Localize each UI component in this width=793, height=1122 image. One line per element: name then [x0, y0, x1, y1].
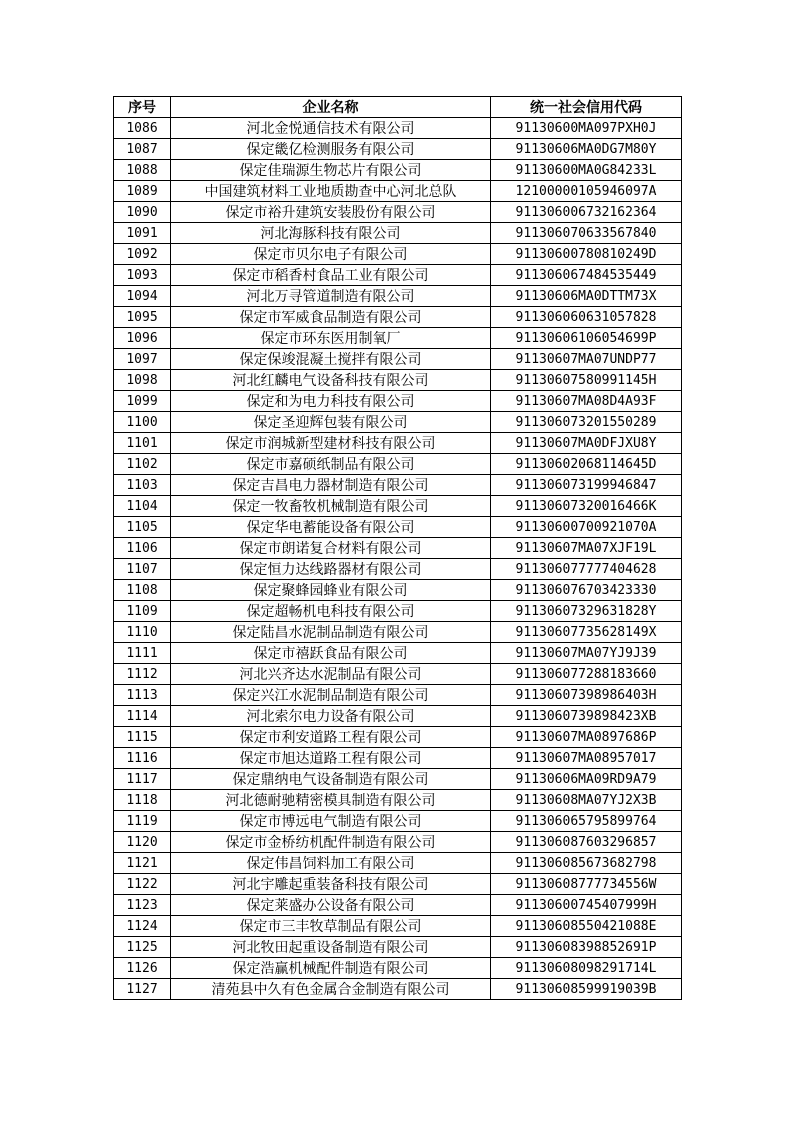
credit-code-cell: 91130608098291714L [491, 958, 682, 979]
table-row [114, 832, 682, 853]
serial-number-cell: 1114 [114, 706, 171, 727]
serial-number-cell: 1086 [114, 118, 171, 139]
header-row [114, 97, 682, 118]
table-row [114, 874, 682, 895]
serial-number-cell: 1098 [114, 370, 171, 391]
serial-number-cell: 1120 [114, 832, 171, 853]
credit-code-cell: 91130607MA07XJF19L [491, 538, 682, 559]
serial-number-cell: 1107 [114, 559, 171, 580]
credit-code-cell: 911306006732162364 [491, 202, 682, 223]
serial-number-cell: 1123 [114, 895, 171, 916]
credit-code-cell: 911306087603296857 [491, 832, 682, 853]
table-row [114, 412, 682, 433]
company-name-cell: 保定市环东医用制氧厂 [171, 328, 491, 349]
table-row [114, 307, 682, 328]
credit-code-cell: 91130600745407999H [491, 895, 682, 916]
company-name-cell: 河北红麟电气设备科技有限公司 [171, 370, 491, 391]
serial-number-cell: 1108 [114, 580, 171, 601]
company-name-cell: 保定恒力达线路器材有限公司 [171, 559, 491, 580]
serial-number-cell: 1093 [114, 265, 171, 286]
serial-number-cell: 1113 [114, 685, 171, 706]
table-row [114, 580, 682, 601]
company-name-cell: 保定市利安道路工程有限公司 [171, 727, 491, 748]
credit-code-cell: 91130608599919039B [491, 979, 682, 1000]
company-name-cell: 河北万寻管道制造有限公司 [171, 286, 491, 307]
credit-code-cell: 9113060739898423XB [491, 706, 682, 727]
document-page [113, 96, 682, 1000]
company-name-cell: 保定浩赢机械配件制造有限公司 [171, 958, 491, 979]
table-row [114, 727, 682, 748]
company-name-cell: 河北兴齐达水泥制品有限公司 [171, 664, 491, 685]
table-row [114, 790, 682, 811]
serial-number-cell: 1111 [114, 643, 171, 664]
table-row [114, 181, 682, 202]
credit-code-cell: 91130600MA0G84233L [491, 160, 682, 181]
serial-number-cell: 1117 [114, 769, 171, 790]
table-body [114, 118, 682, 1000]
serial-number-cell: 1087 [114, 139, 171, 160]
table-row [114, 391, 682, 412]
company-name-cell: 保定佳瑞源生物芯片有限公司 [171, 160, 491, 181]
credit-code-cell: 91130606106054699P [491, 328, 682, 349]
company-name-cell: 保定市朗诺复合材料有限公司 [171, 538, 491, 559]
table-row [114, 202, 682, 223]
table-row [114, 286, 682, 307]
company-name-cell: 保定市三丰牧草制品有限公司 [171, 916, 491, 937]
serial-number-cell: 1112 [114, 664, 171, 685]
table-row [114, 328, 682, 349]
company-name-cell: 保定市军威食品制造有限公司 [171, 307, 491, 328]
company-name-cell: 保定鼎纳电气设备制造有限公司 [171, 769, 491, 790]
serial-number-cell: 1090 [114, 202, 171, 223]
company-name-cell: 保定华电蓄能设备有限公司 [171, 517, 491, 538]
table-row [114, 664, 682, 685]
table-row [114, 895, 682, 916]
company-name-cell: 河北德耐驰精密模具制造有限公司 [171, 790, 491, 811]
table-row [114, 853, 682, 874]
serial-number-cell: 1088 [114, 160, 171, 181]
table-row [114, 811, 682, 832]
table-row [114, 622, 682, 643]
company-name-cell: 保定圣迎辉包装有限公司 [171, 412, 491, 433]
credit-code-cell: 91130608398852691P [491, 937, 682, 958]
header-serial-number: 序号 [114, 97, 171, 118]
company-name-cell: 保定市金桥纺机配件制造有限公司 [171, 832, 491, 853]
credit-code-cell: 91130607MA0897686P [491, 727, 682, 748]
company-name-cell: 保定市禧跃食品有限公司 [171, 643, 491, 664]
credit-code-cell: 91130607MA0DFJXU8Y [491, 433, 682, 454]
credit-code-cell: 91130607735628149X [491, 622, 682, 643]
serial-number-cell: 1092 [114, 244, 171, 265]
table-row [114, 496, 682, 517]
table-row [114, 223, 682, 244]
credit-code-cell: 91130600780810249D [491, 244, 682, 265]
table-row [114, 517, 682, 538]
serial-number-cell: 1110 [114, 622, 171, 643]
company-name-cell: 河北牧田起重设备制造有限公司 [171, 937, 491, 958]
header-company-name: 企业名称 [171, 97, 491, 118]
table-row [114, 433, 682, 454]
credit-code-cell: 911306060631057828 [491, 307, 682, 328]
company-name-cell: 保定市贝尔电子有限公司 [171, 244, 491, 265]
credit-code-cell: 911306073201550289 [491, 412, 682, 433]
credit-code-cell: 91130606MA09RD9A79 [491, 769, 682, 790]
credit-code-cell: 91130602068114645D [491, 454, 682, 475]
serial-number-cell: 1106 [114, 538, 171, 559]
table-row [114, 937, 682, 958]
credit-code-cell: 911306077777404628 [491, 559, 682, 580]
serial-number-cell: 1127 [114, 979, 171, 1000]
serial-number-cell: 1096 [114, 328, 171, 349]
table-row [114, 706, 682, 727]
company-name-cell: 保定保竣混凝土搅拌有限公司 [171, 349, 491, 370]
serial-number-cell: 1091 [114, 223, 171, 244]
credit-code-cell: 91130607329631828Y [491, 601, 682, 622]
credit-code-cell: 91130606MA0DG7M80Y [491, 139, 682, 160]
serial-number-cell: 1102 [114, 454, 171, 475]
serial-number-cell: 1124 [114, 916, 171, 937]
serial-number-cell: 1122 [114, 874, 171, 895]
company-name-cell: 保定市旭达道路工程有限公司 [171, 748, 491, 769]
header-credit-code: 统一社会信用代码 [491, 97, 682, 118]
credit-code-cell: 911306076703423330 [491, 580, 682, 601]
credit-code-cell: 91130607MA07UNDP77 [491, 349, 682, 370]
credit-code-cell: 91130607MA07YJ9J39 [491, 643, 682, 664]
company-name-cell: 河北金悦通信技术有限公司 [171, 118, 491, 139]
table-row [114, 559, 682, 580]
company-name-cell: 保定聚蜂园蜂业有限公司 [171, 580, 491, 601]
table-row [114, 538, 682, 559]
table-row [114, 475, 682, 496]
credit-code-cell: 91130608550421088E [491, 916, 682, 937]
credit-code-cell: 91130606MA0DTTM73X [491, 286, 682, 307]
credit-code-cell: 91130608MA07YJ2X3B [491, 790, 682, 811]
serial-number-cell: 1101 [114, 433, 171, 454]
company-credit-code-table [113, 96, 682, 1000]
serial-number-cell: 1121 [114, 853, 171, 874]
credit-code-cell: 911306085673682798 [491, 853, 682, 874]
company-name-cell: 保定陆昌水泥制品制造有限公司 [171, 622, 491, 643]
credit-code-cell: 911306065795899764 [491, 811, 682, 832]
serial-number-cell: 1099 [114, 391, 171, 412]
table-row [114, 118, 682, 139]
serial-number-cell: 1109 [114, 601, 171, 622]
company-name-cell: 保定一牧畜牧机械制造有限公司 [171, 496, 491, 517]
serial-number-cell: 1097 [114, 349, 171, 370]
table-row [114, 643, 682, 664]
credit-code-cell: 911306067484535449 [491, 265, 682, 286]
table-row [114, 748, 682, 769]
company-name-cell: 保定市博远电气制造有限公司 [171, 811, 491, 832]
company-name-cell: 保定超畅机电科技有限公司 [171, 601, 491, 622]
table-row [114, 769, 682, 790]
company-name-cell: 中国建筑材料工业地质勘查中心河北总队 [171, 181, 491, 202]
table-row [114, 160, 682, 181]
serial-number-cell: 1115 [114, 727, 171, 748]
company-name-cell: 清苑县中久有色金属合金制造有限公司 [171, 979, 491, 1000]
serial-number-cell: 1100 [114, 412, 171, 433]
company-name-cell: 保定市润城新型建材科技有限公司 [171, 433, 491, 454]
company-name-cell: 保定市稻香村食品工业有限公司 [171, 265, 491, 286]
credit-code-cell: 91130607398986403H [491, 685, 682, 706]
credit-code-cell: 91130607MA08957017 [491, 748, 682, 769]
serial-number-cell: 1103 [114, 475, 171, 496]
serial-number-cell: 1089 [114, 181, 171, 202]
credit-code-cell: 91130600MA097PXH0J [491, 118, 682, 139]
company-name-cell: 保定市嘉硕纸制品有限公司 [171, 454, 491, 475]
credit-code-cell: 91130607320016466K [491, 496, 682, 517]
table-row [114, 139, 682, 160]
company-name-cell: 河北海豚科技有限公司 [171, 223, 491, 244]
credit-code-cell: 911306073199946847 [491, 475, 682, 496]
credit-code-cell: 911306070633567840 [491, 223, 682, 244]
company-name-cell: 保定吉昌电力器材制造有限公司 [171, 475, 491, 496]
serial-number-cell: 1116 [114, 748, 171, 769]
table-row [114, 685, 682, 706]
company-name-cell: 保定和为电力科技有限公司 [171, 391, 491, 412]
company-name-cell: 保定莱盛办公设备有限公司 [171, 895, 491, 916]
company-name-cell: 保定兴江水泥制品制造有限公司 [171, 685, 491, 706]
company-name-cell: 保定伟昌饲料加工有限公司 [171, 853, 491, 874]
company-name-cell: 河北宇雕起重装备科技有限公司 [171, 874, 491, 895]
credit-code-cell: 12100000105946097A [491, 181, 682, 202]
serial-number-cell: 1104 [114, 496, 171, 517]
credit-code-cell: 91130600700921070A [491, 517, 682, 538]
serial-number-cell: 1105 [114, 517, 171, 538]
serial-number-cell: 1125 [114, 937, 171, 958]
table-row [114, 349, 682, 370]
serial-number-cell: 1094 [114, 286, 171, 307]
company-name-cell: 保定畿亿检测服务有限公司 [171, 139, 491, 160]
credit-code-cell: 91130608777734556W [491, 874, 682, 895]
table-row [114, 916, 682, 937]
credit-code-cell: 91130607MA08D4A93F [491, 391, 682, 412]
table-row [114, 370, 682, 391]
company-name-cell: 河北索尔电力设备有限公司 [171, 706, 491, 727]
table-row [114, 265, 682, 286]
table-row [114, 601, 682, 622]
serial-number-cell: 1095 [114, 307, 171, 328]
credit-code-cell: 911306077288183660 [491, 664, 682, 685]
serial-number-cell: 1119 [114, 811, 171, 832]
company-name-cell: 保定市裕升建筑安装股份有限公司 [171, 202, 491, 223]
table-row [114, 244, 682, 265]
serial-number-cell: 1118 [114, 790, 171, 811]
table-row [114, 454, 682, 475]
credit-code-cell: 91130607580991145H [491, 370, 682, 391]
table-row [114, 979, 682, 1000]
serial-number-cell: 1126 [114, 958, 171, 979]
table-row [114, 958, 682, 979]
